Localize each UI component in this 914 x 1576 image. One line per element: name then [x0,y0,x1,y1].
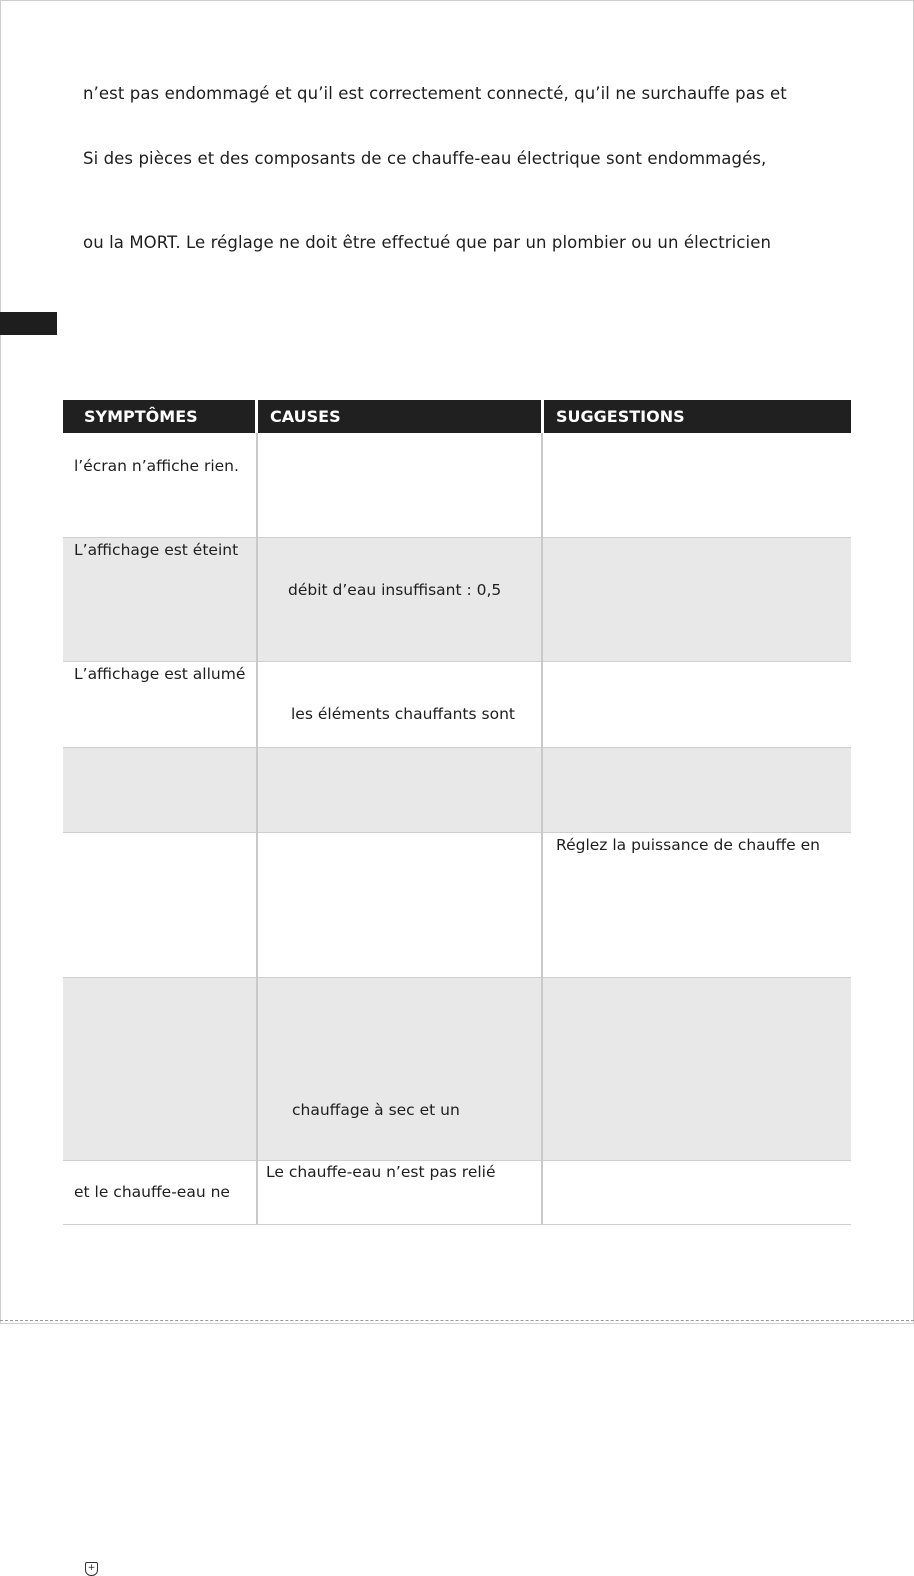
intro-line-3: ou la MORT. Le réglage ne doit être effectué que par un plombier ou un électricien [83,233,772,252]
symptom-cell: l’écran n’affiche rien. [74,457,239,475]
header-suggestions: SUGGESTIONS [544,400,851,433]
header-causes: CAUSES [258,400,541,433]
intro-line-1: n’est pas endommagé et qu’il est correctement connecté, qu’il ne surchauffe pas et [83,84,787,103]
shield-icon: + [85,1562,98,1576]
table-row [63,747,851,833]
section-tab-marker [0,312,57,335]
page-bottom-edge [0,1320,914,1321]
cause-cell: débit d’eau insuffisant : 0,5 [288,581,502,599]
table-row [63,433,851,537]
table-row [63,977,851,1161]
cause-cell: Le chauffe-eau n’est pas relié [266,1163,496,1181]
cause-cell: chauffage à sec et un [292,1101,460,1119]
cause-cell: les éléments chauffants sont [291,705,515,723]
symptom-cell: L’affichage est allumé [74,665,246,683]
symptom-cell: et le chauffe-eau ne [74,1183,230,1201]
symptom-cell: L’affichage est éteint [74,541,239,559]
intro-line-2: Si des pièces et des composants de ce chauffe-eau électrique sont endommagés, [83,149,767,168]
troubleshooting-table [63,400,851,1573]
header-symptoms: SYMPTÔMES [63,400,255,433]
column-divider [541,433,543,1224]
suggestion-cell: Réglez la puissance de chauffe en [556,836,820,854]
column-divider [256,433,258,1224]
